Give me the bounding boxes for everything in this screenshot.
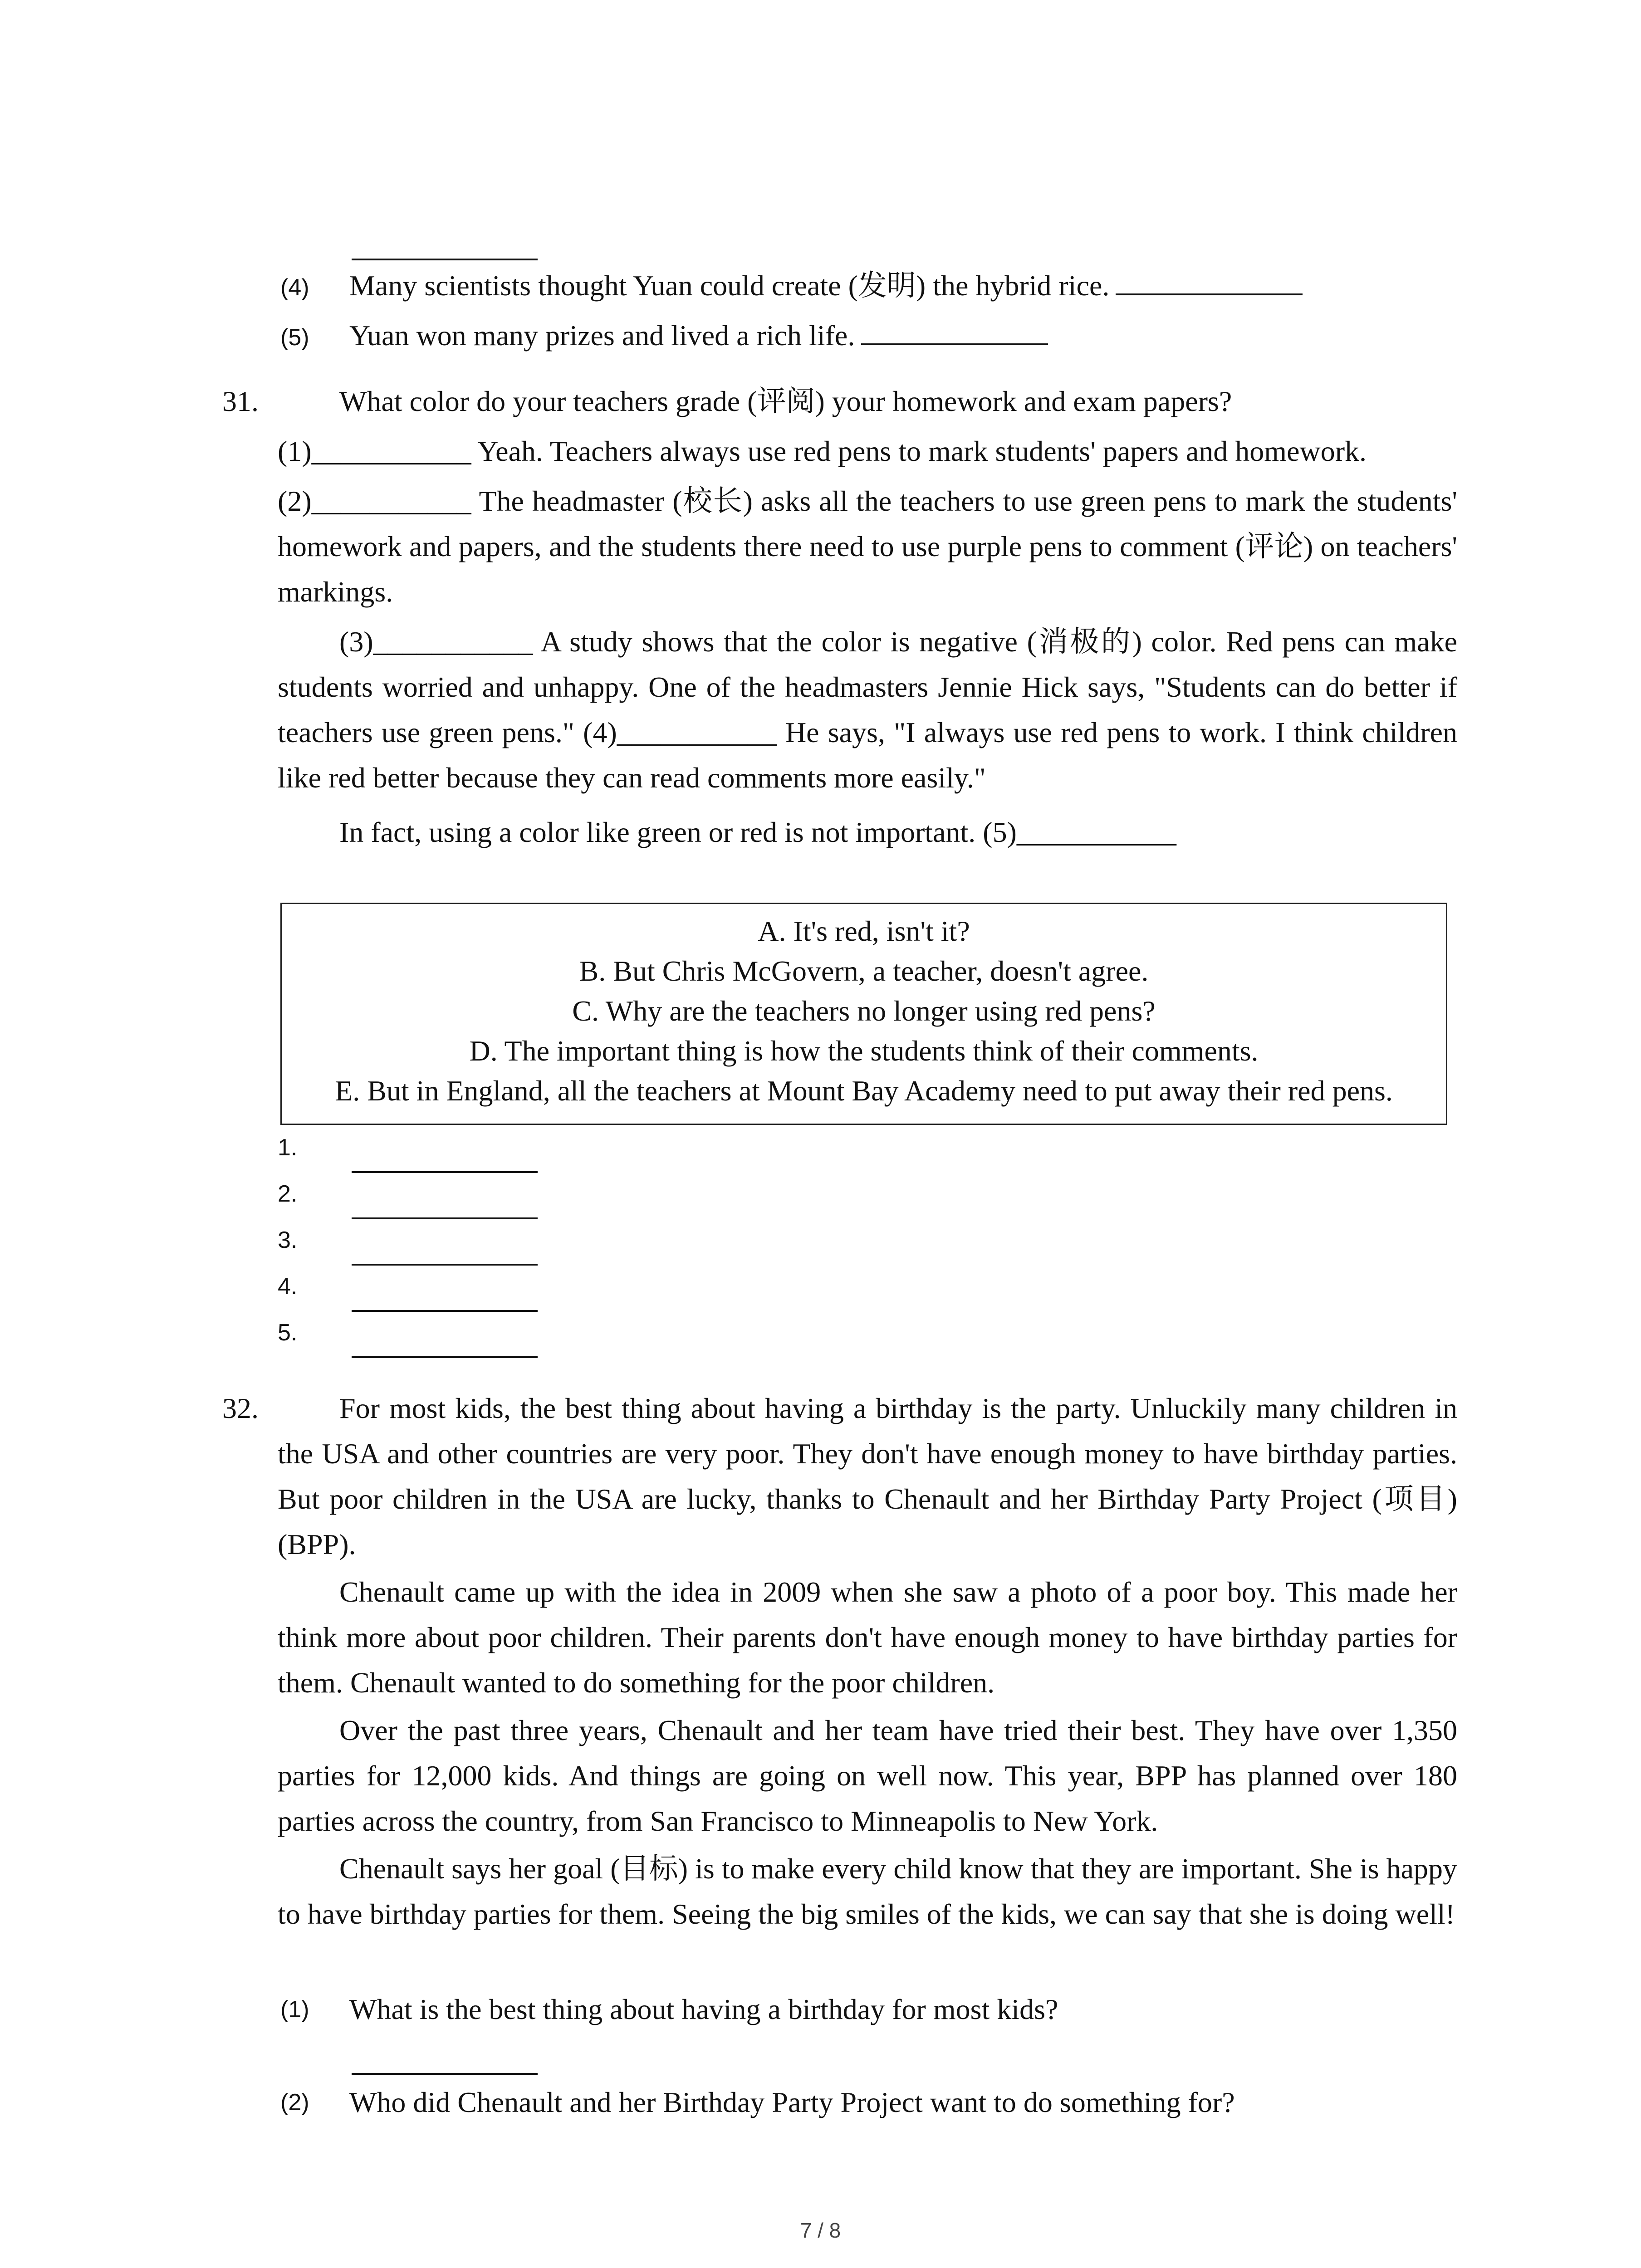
q32-paragraph-4: Chenault says her goal (目标) is to make every child know that they are important. She is happy to have birthday parties for them. Seeing the big smiles of the kids, we can say that she is doing well! <box>278 1853 1457 1930</box>
q32-paragraph-3: Over the past three years, Chenault and her team have tried their best. They have over 1,350 parties for 12,000 kids. And things are going on well now. This year, BPP has planned over 180 parties across the country, from San Francisco to Minneapolis to New York. <box>278 1714 1457 1837</box>
answer-label-2: 2. <box>278 1181 298 1207</box>
q30-item-4 <box>280 263 309 310</box>
q30-item-5-text <box>349 313 1048 358</box>
item-label: (4) <box>280 274 309 301</box>
answer-label-3: 3. <box>278 1227 298 1253</box>
answer-label-1: 1. <box>278 1134 298 1161</box>
option-a: A. It's red, isn't it? <box>758 915 970 947</box>
option-c: C. Why are the teachers no longer using red pens? <box>572 995 1156 1027</box>
q32-question-1: What is the best thing about having a birthday for most kids? <box>349 1993 1058 2025</box>
q32-question-2-label: (2) <box>280 2089 309 2116</box>
item-text: Many scientists thought Yuan could create (发明) the hybrid rice. <box>349 269 1110 302</box>
option-d: D. The important thing is how the students think of their comments. <box>469 1035 1259 1067</box>
page-number: 7 / 8 <box>800 2219 841 2242</box>
answer-blank-5[interactable] <box>352 1356 538 1358</box>
q32-question-2: Who did Chenault and her Birthday Party Project want to do something for? <box>349 2086 1235 2118</box>
item-text: Yuan won many prizes and lived a rich life. <box>349 319 855 352</box>
answer-blank[interactable] <box>352 259 538 260</box>
options-box <box>280 903 1447 1125</box>
q30-item-5 <box>280 313 309 360</box>
answer-blank[interactable] <box>861 343 1048 345</box>
answer-blank-1[interactable] <box>352 1171 538 1173</box>
q30-item-4-text <box>349 263 1303 308</box>
q31-paragraph-2: (2)___________ The headmaster (校长) asks all the teachers to use green pens to mark the students' homework and papers, and the students there need to use purple pens to comment (评论) on teachers' markings. <box>278 485 1457 608</box>
q31-paragraph-3: (3)___________ A study shows that the color is negative (消极的) color. Red pens can make students worried and unhappy. One of the headmasters Jennie Hick says, "Students can do better if teachers use green pens." (4)___________ He says, "I always use red pens to work. I think children like red better because they can read comments more easily." <box>278 626 1457 794</box>
question-number: 31. <box>222 385 259 417</box>
q31-question: What color do your teachers grade (评阅) your homework and exam papers? <box>339 385 1232 417</box>
answer-label-4: 4. <box>278 1273 298 1300</box>
answer-blank-2[interactable] <box>352 1217 538 1219</box>
item-label: (5) <box>280 324 309 351</box>
q31-paragraph-4: In fact, using a color like green or red is not important. (5)___________ <box>339 816 1176 848</box>
question-number: 32. <box>222 1392 259 1424</box>
q32-paragraph-2: Chenault came up with the idea in 2009 when she saw a photo of a poor boy. This made her think more about poor children. Their parents don't have enough money to have birthday parties for them. Chenault wanted to do something for the poor children. <box>278 1576 1457 1699</box>
q32-question-1-label: (1) <box>280 1996 309 2023</box>
answer-blank[interactable] <box>352 2073 538 2075</box>
answer-blank-3[interactable] <box>352 1264 538 1266</box>
answer-label-5: 5. <box>278 1320 298 1346</box>
answer-blank[interactable] <box>1116 293 1303 295</box>
q32-paragraph-1: For most kids, the best thing about having a birthday is the party. Unluckily many children in the USA and other countries are very poor. They don't have enough money to have birthday parties. But poor children in the USA are lucky, thanks to Chenault and her Birthday Party Project (项目) (BPP). <box>278 1392 1457 1560</box>
answer-blank-4[interactable] <box>352 1310 538 1312</box>
option-e: E. But in England, all the teachers at Mount Bay Academy need to put away their red pens. <box>335 1075 1393 1107</box>
option-b: B. But Chris McGovern, a teacher, doesn't agree. <box>579 955 1149 987</box>
q31-line-1: (1)___________ Yeah. Teachers always use red pens to mark students' papers and homework. <box>278 435 1367 467</box>
